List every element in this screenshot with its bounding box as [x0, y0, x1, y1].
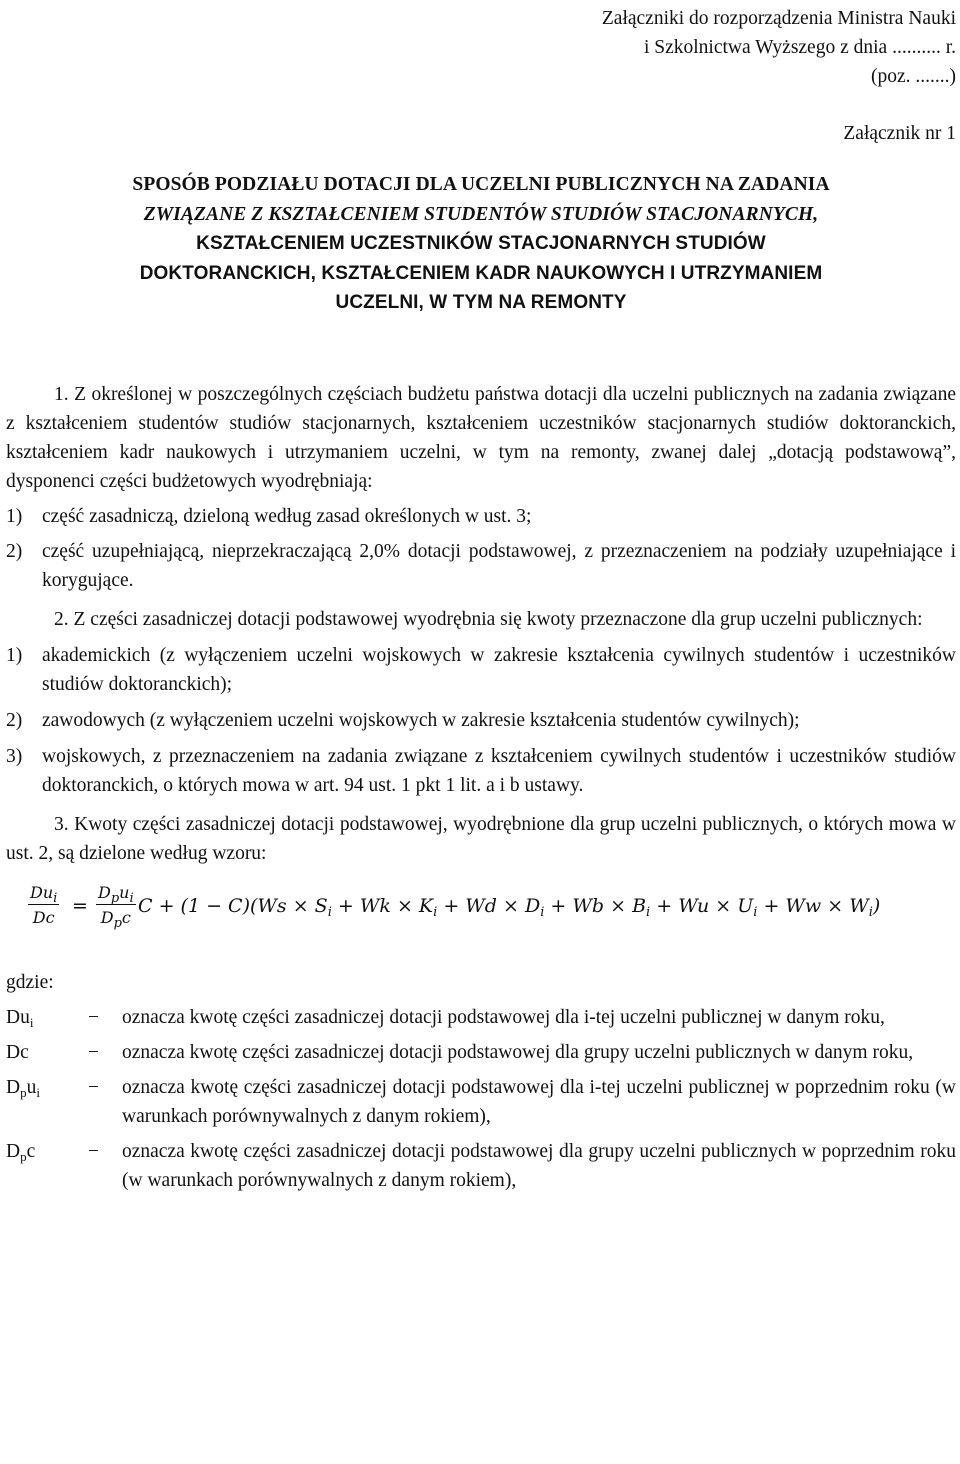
- symbol-tail: c: [26, 1140, 36, 1162]
- section-2-paragraph: 2. Z części zasadniczej dotacji podstawowej wyodrębnia się kwoty przeznaczone dla grup uczelni publicznych:: [54, 608, 923, 630]
- definition-item: [6, 1003, 956, 1032]
- formula-term: + Wk × K: [331, 894, 434, 917]
- formula-term: + Wu × U: [650, 894, 754, 917]
- symbol-text: Dc: [6, 1041, 29, 1063]
- annex-number: Załącznik nr 1: [843, 123, 956, 144]
- list-item-number: 1): [6, 505, 23, 527]
- formula-rhs-den-text: D: [100, 907, 114, 927]
- formula-lhs-denominator: Dc: [32, 907, 55, 927]
- formula-lhs-num-sub: i: [53, 890, 58, 906]
- definition-text: oznacza kwotę części zasadniczej dotacji podstawowej dla i-tej uczelni publicznej w poprzednim roku (w warunkach porównywalnych z danym rokiem),: [122, 1076, 956, 1127]
- definition-symbol: [6, 1073, 88, 1131]
- formula-expression: [138, 892, 880, 921]
- distribution-formula: [6, 882, 956, 934]
- document-title: [6, 170, 956, 318]
- list-item-number: 2): [6, 709, 23, 731]
- formula-term-sub: i: [433, 904, 438, 920]
- where-label: gdzie:: [6, 971, 54, 993]
- symbol-sub: i: [29, 1014, 34, 1030]
- definition-dash: −: [88, 1076, 99, 1098]
- formula-rhs-num-tail-sub: i: [129, 890, 134, 906]
- list-item-number: 3): [6, 745, 23, 767]
- header-line-3: (poz. .......): [870, 66, 956, 87]
- definition-symbol: [6, 1137, 88, 1195]
- definition-dash: −: [88, 1041, 99, 1063]
- symbol-tail: u: [26, 1076, 37, 1098]
- formula-term: ): [872, 894, 881, 917]
- formula-term: C + (1 − C)(Ws × S: [138, 894, 328, 917]
- formula-term-sub: i: [646, 904, 651, 920]
- list-item-text: wojskowych, z przeznaczeniem na zadania związane z kształceniem cywilnych studentów i uczestników studiów doktoranckich, o których mowa w art. 94 ust. 1 pkt 1 lit. a i b ustawy.: [42, 745, 956, 796]
- definition-item: [6, 1137, 956, 1195]
- symbol-text: D: [6, 1140, 21, 1162]
- symbol-sub: p: [20, 1148, 27, 1164]
- list-item-text: część zasadniczą, dzieloną według zasad określonych w ust. 3;: [42, 505, 532, 527]
- definition-symbol: [6, 1038, 88, 1067]
- definition-text: oznacza kwotę części zasadniczej dotacji podstawowej dla grupy uczelni publicznych w danym roku,: [122, 1041, 914, 1063]
- definition-dash: −: [88, 1140, 99, 1162]
- definitions-list: [6, 1003, 956, 1195]
- formula-term-sub: i: [753, 904, 758, 920]
- section-2-list: [6, 641, 956, 800]
- list-item: [6, 742, 956, 800]
- definition-item: [6, 1038, 956, 1067]
- formula-lhs-num-text: Du: [30, 882, 54, 902]
- symbol-sub: p: [20, 1084, 27, 1100]
- formula-lhs-numerator: [28, 882, 59, 905]
- formula-term-sub: i: [868, 904, 873, 920]
- list-item-number: 1): [6, 644, 23, 666]
- formula-rhs-numerator: [96, 882, 136, 905]
- formula-equals-sign: =: [72, 894, 88, 917]
- formula-rhs-fraction: [96, 882, 136, 929]
- definition-symbol: [6, 1003, 88, 1032]
- title-line-5: UCZELNI, W TYM NA REMONTY: [335, 292, 627, 313]
- formula-term: + Wd × D: [437, 894, 541, 917]
- definition-text: oznacza kwotę części zasadniczej dotacji podstawowej dla i-tej uczelni publicznej w danym roku,: [122, 1006, 885, 1028]
- formula-term-sub: i: [327, 904, 332, 920]
- title-line-1: SPOSÓB PODZIAŁU DOTACJI DLA UCZELNI PUBLICZNYCH NA ZADANIA: [132, 174, 830, 195]
- title-line-4: DOKTORANCKICH, KSZTAŁCENIEM KADR NAUKOWYCH I UTRZYMANIEM: [139, 262, 823, 284]
- formula-rhs-num-sub: p: [110, 890, 120, 906]
- formula-rhs-num-text: D: [98, 882, 111, 902]
- section-1-list: [6, 502, 956, 595]
- symbol-tail-sub: i: [36, 1084, 40, 1100]
- formula-rhs-den-tail: c: [121, 907, 131, 927]
- list-item: [6, 641, 956, 699]
- definition-dash: −: [88, 1006, 99, 1028]
- list-item: [6, 706, 956, 735]
- regulation-header: [6, 0, 956, 91]
- formula-term-sub: i: [540, 904, 545, 920]
- definition-item: [6, 1073, 956, 1131]
- section-1-paragraph: 1. Z określonej w poszczególnych częściach budżetu państwa dotacji dla uczelni publicznych na zadania związane z kształceniem studentów studiów stacjonarnych, kształceniem uczestników stacjonarnych studiów doktoranckich, kształceniem kadr naukowych i utrzymaniem uczelni, w tym na remonty, zwanej dalej „dotacją podstawową”, dysponenci części budżetowych wyodrębniają:: [6, 383, 956, 492]
- list-item-text: akademickich (z wyłączeniem uczelni wojskowych w zakresie kształcenia cywilnych studentów i uczestników studiów doktoranckich);: [42, 644, 956, 695]
- header-line-2: i Szkolnictwa Wyższego z dnia .......... r.: [643, 37, 956, 58]
- list-item-number: 2): [6, 540, 23, 562]
- list-item-text: zawodowych (z wyłączeniem uczelni wojskowych w zakresie kształcenia studentów cywilnych);: [42, 709, 800, 731]
- formula-rhs-num-tail: u: [119, 882, 130, 902]
- header-line-1: Załączniki do rozporządzenia Ministra Nauki: [601, 8, 956, 29]
- formula-rhs-den-sub: p: [113, 915, 122, 931]
- formula-rhs-denominator: [96, 905, 136, 929]
- formula-term: + Ww × W: [757, 894, 869, 917]
- list-item-text: część uzupełniającą, nieprzekraczającą 2,0% dotacji podstawowej, z przeznaczeniem na podziały uzupełniające i korygujące.: [42, 540, 956, 591]
- symbol-text: D: [6, 1076, 21, 1098]
- section-3-paragraph: 3. Kwoty części zasadniczej dotacji podstawowej, wyodrębnione dla grup uczelni publicznych, o których mowa w ust. 2, są dzielone według wzoru:: [6, 813, 956, 864]
- list-item: [6, 502, 956, 531]
- formula-lhs-fraction: [28, 882, 59, 929]
- formula-term: + Wb × B: [544, 894, 647, 917]
- list-item: [6, 537, 956, 595]
- symbol-text: Du: [6, 1006, 30, 1028]
- document-page: [6, 0, 956, 1195]
- definition-text: oznacza kwotę części zasadniczej dotacji podstawowej dla grupy uczelni publicznych w poprzednim roku (w warunkach porównywalnych z danym rokiem),: [122, 1140, 956, 1191]
- title-line-3: KSZTAŁCENIEM UCZESTNIKÓW STACJONARNYCH STUDIÓW: [196, 233, 766, 254]
- title-line-2: ZWIĄZANE Z KSZTAŁCENIEM STUDENTÓW STUDIÓW STACJONARNYCH,: [143, 203, 819, 225]
